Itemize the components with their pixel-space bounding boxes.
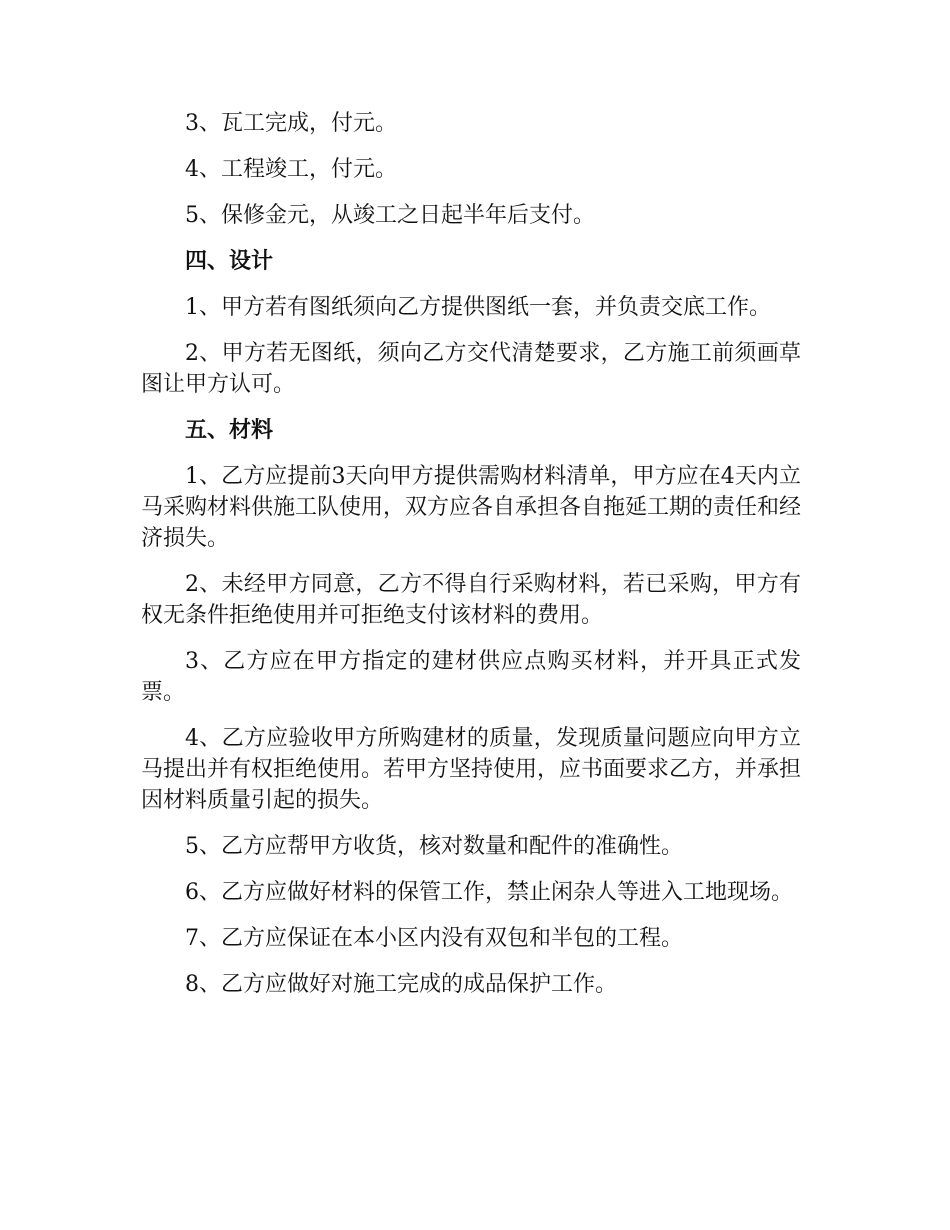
materials-item-5: 5、乙方应帮甲方收货，核对数量和配件的准确性。 <box>185 834 683 859</box>
materials-item-3: 3、乙方应在甲方指定的建材供应点购买材料，并开具正式发票。 <box>141 649 801 705</box>
materials-item-4: 4、乙方应验收甲方所购建材的质量，发现质量问题应向甲方立马提出并有权拒绝使用。若甲方坚持使用，应书面要求乙方，并承担因材料质量引起的损失。 <box>141 726 802 813</box>
design-item-2: 2、甲方若无图纸，须向乙方交代清楚要求，乙方施工前须画草图让甲方认可。 <box>141 341 801 397</box>
materials-item-2: 2、未经甲方同意，乙方不得自行采购材料，若已采购，甲方有权无条件拒绝使用并可拒绝支付该材料的费用。 <box>141 572 801 628</box>
materials-item-1: 1、乙方应提前3天向甲方提供需购材料清单，甲方应在4天内立马采购材料供施工队使用，双方应各自承担各自拖延工期的责任和经济损失。 <box>141 464 802 551</box>
section-heading-materials: 五、材料 <box>185 418 274 443</box>
document-body <box>141 108 801 1015</box>
materials-item-6: 6、乙方应做好材料的保管工作，禁止闲杂人等进入工地现场。 <box>185 880 793 905</box>
payment-item-3: 3、瓦工完成，付元。 <box>185 111 397 136</box>
design-item-1: 1、甲方若有图纸须向乙方提供图纸一套，并负责交底工作。 <box>185 295 771 320</box>
payment-item-4: 4、工程竣工，付元。 <box>185 157 397 182</box>
materials-item-7: 7、乙方应保证在本小区内没有双包和半包的工程。 <box>185 926 683 951</box>
payment-item-5: 5、保修金元，从竣工之日起半年后支付。 <box>185 203 595 228</box>
section-heading-design: 四、设计 <box>185 249 274 274</box>
materials-item-8: 8、乙方应做好对施工完成的成品保护工作。 <box>185 972 617 997</box>
